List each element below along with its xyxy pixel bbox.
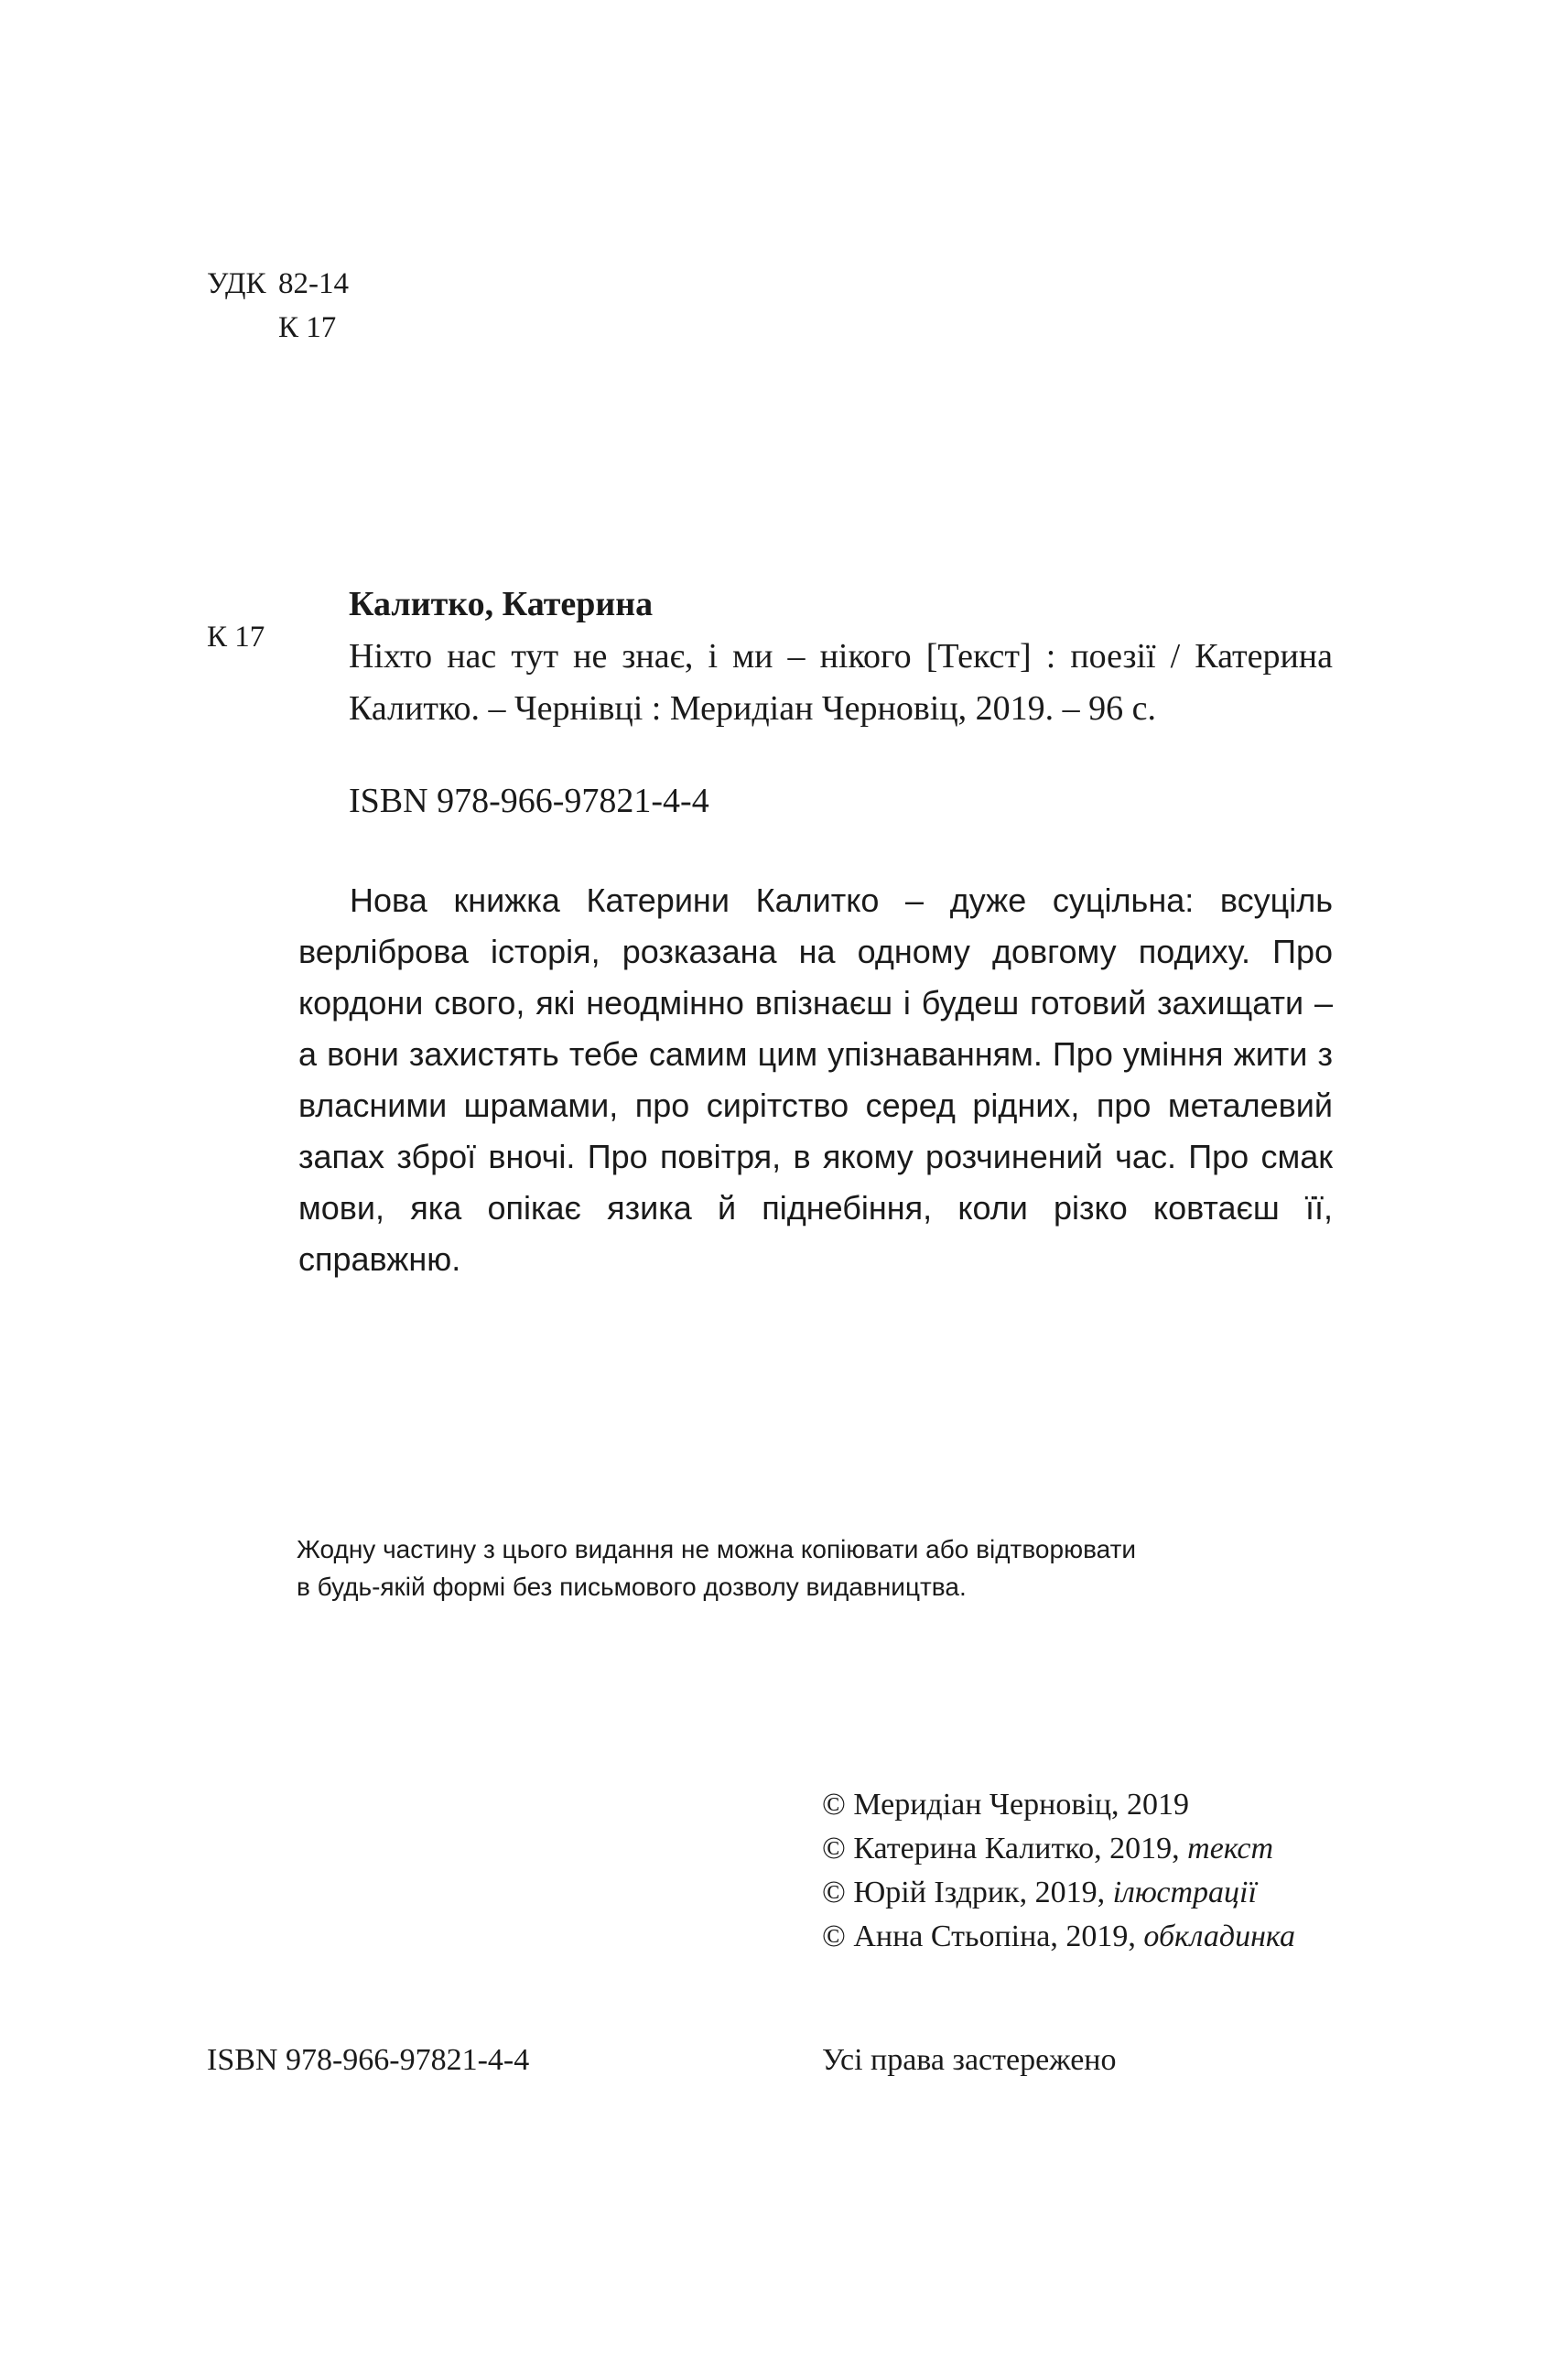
entry-margin-code: К 17 — [207, 621, 265, 654]
copyright-list — [822, 1783, 1295, 1959]
udk-value: 82-14 — [278, 267, 349, 300]
copyright-line: © Анна Стьопіна, 2019, обкладинка — [822, 1919, 1295, 1953]
rights-reserved: Усі права застережено — [822, 2043, 1117, 2077]
entry-author: Калитко, Катерина — [349, 585, 654, 623]
author-sign-code: К 17 — [278, 311, 337, 344]
copyright-line: © Катерина Калитко, 2019, текст — [822, 1832, 1274, 1865]
bibliographic-entry — [349, 579, 1333, 827]
udk-label: УДК — [207, 267, 266, 300]
annotation-paragraph: Нова книжка Катерини Калитко – дуже суцільна: всуціль верліброва історія, розказана на одному довгому подиху. Про кордони свого, які неодмінно впізнаєш і будеш готовий захищати – а вони захистять тебе самим цим упізнаванням. Про уміння жити з власними шрамами, про сирітство серед рідних, про металевий запах зброї вночі. Про повітря, в якому розчинений час. Про смак мови, яка опікає язика й піднебіння, коли різко ковтаєш її, справжню. — [298, 881, 1333, 1278]
copy-notice — [297, 1530, 1349, 1606]
copyright-line: © Юрій Іздрик, 2019, ілюстрації — [822, 1876, 1257, 1909]
entry-isbn: ISBN 978-966-97821-4-4 — [349, 782, 709, 820]
copyright-line: © Меридіан Черновіц, 2019 — [822, 1788, 1190, 1822]
copy-notice-line: в будь-якій формі без письмового дозволу видавництва. — [297, 1573, 967, 1601]
entry-title: Ніхто нас тут не знає, і ми – нікого [Текст] : поезії / Катерина Калитко. – Чернівці : Меридіан Черновіц, 2019. – 96 с. — [349, 637, 1333, 728]
footer-isbn: ISBN 978-966-97821-4-4 — [207, 2043, 530, 2077]
copy-notice-line: Жодну частину з цього видання не можна копіювати або відтворювати — [297, 1535, 1137, 1563]
